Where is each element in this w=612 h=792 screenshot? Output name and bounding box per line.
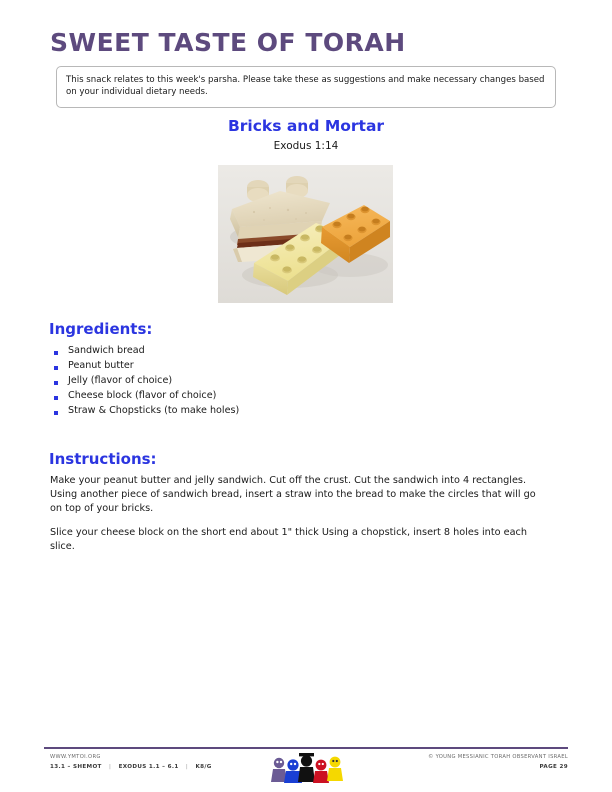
disclaimer-text: This snack relates to this week's parsha. Please take these as suggestions and make necessary changes based on your individual dietary needs. — [66, 75, 545, 98]
footer-scripture-range: EXODUS 1.1 – 6.1 — [118, 764, 179, 770]
ingredient-label: Sandwich bread — [68, 345, 145, 356]
logo-figure-yellow — [327, 757, 343, 781]
recipe-scripture-verse: Exodus 1:14 — [273, 140, 339, 152]
footer-portion-meta: 13.1 – SHEMOT | EXODUS 1.1 – 6.1 | K8/G — [50, 764, 212, 770]
recipe-title: Bricks and Mortar — [227, 117, 385, 135]
instruction-paragraph: Make your peanut butter and jelly sandwich. Cut off the crust. Cut the sandwich into 4 rectangles. Using another piece of sandwich bread, insert a straw into the bread to make the circles that will go on top of your bricks. — [50, 475, 536, 514]
footer-portion-number: 13.1 — [50, 764, 66, 770]
instructions-heading: Instructions: — [49, 450, 157, 468]
logo-figure-black — [298, 753, 315, 782]
instructions-body — [50, 474, 550, 565]
ingredients-list — [52, 346, 472, 421]
logo-figure-red — [313, 760, 329, 783]
footer-right-block — [428, 754, 568, 770]
footer-separator: | — [109, 764, 112, 770]
page-title: SWEET TASTE OF TORAH — [50, 28, 406, 57]
organization-logo-icon — [268, 750, 348, 784]
ingredient-label: Straw & Chopsticks (to make holes) — [68, 405, 240, 416]
footer-grade-level: K8/G — [195, 764, 212, 770]
ingredient-label: Cheese block (flavor of choice) — [68, 390, 217, 401]
disclaimer-box — [56, 66, 556, 108]
footer-copyright: © YOUNG MESSIANIC TORAH OBSERVANT ISRAEL — [428, 754, 568, 760]
ingredient-label: Peanut butter — [68, 360, 134, 371]
footer-divider — [44, 747, 568, 749]
footer-portion-name: SHEMOT — [72, 764, 102, 770]
list-item — [52, 361, 472, 376]
bullet-icon — [54, 381, 58, 385]
recipe-photo-illustration — [218, 165, 393, 303]
ingredient-label: Jelly (flavor of choice) — [68, 375, 173, 386]
list-item — [52, 376, 472, 391]
footer-left-block — [50, 754, 212, 770]
list-item — [52, 406, 472, 421]
ingredients-heading: Ingredients: — [49, 320, 153, 338]
bullet-icon — [54, 411, 58, 415]
footer-separator: | — [185, 764, 189, 770]
logo-figure-purple — [271, 758, 287, 782]
bullet-icon — [54, 351, 58, 355]
list-item — [52, 346, 472, 361]
recipe-photo — [218, 165, 393, 303]
footer-website-url[interactable]: WWW.YMTOI.ORG — [50, 754, 101, 760]
bullet-icon — [54, 396, 58, 400]
instruction-paragraph: Slice your cheese block on the short end about 1" thick Using a chopstick, insert 8 holes into each slice. — [50, 527, 527, 553]
list-item — [52, 391, 472, 406]
bullet-icon — [54, 366, 58, 370]
footer-page-number: PAGE 29 — [539, 764, 568, 770]
